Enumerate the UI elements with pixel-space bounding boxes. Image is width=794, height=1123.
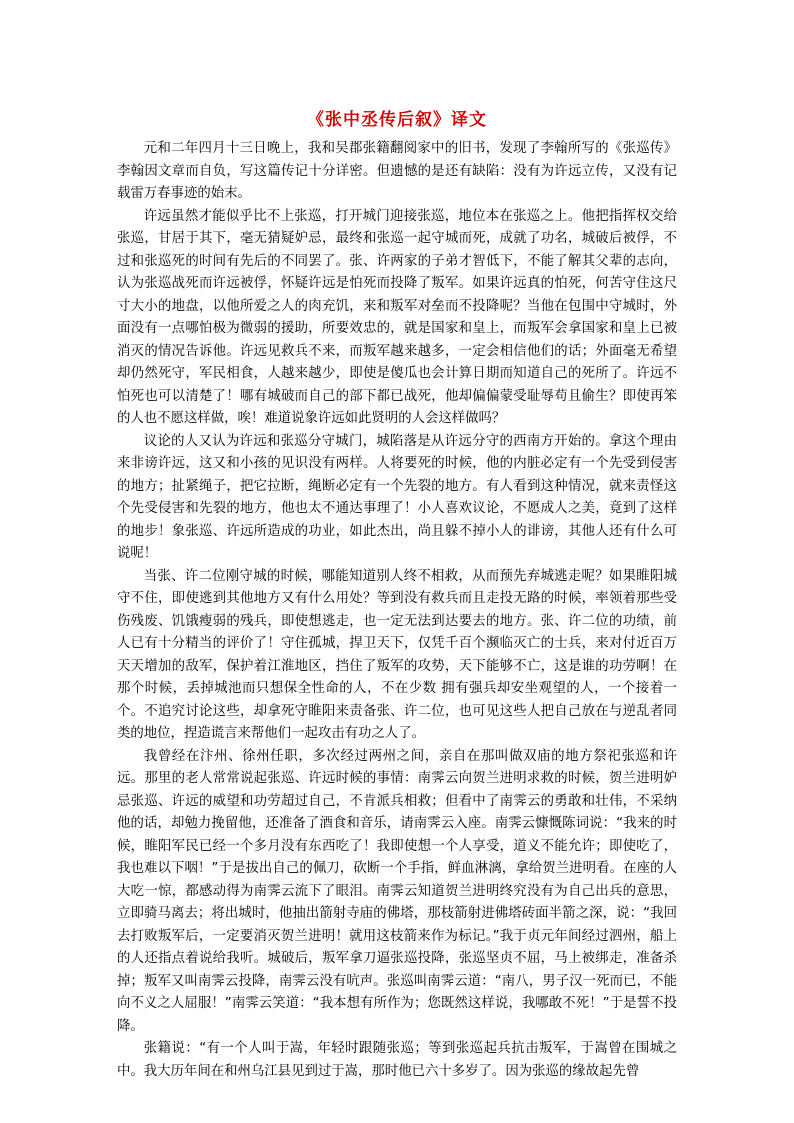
paragraph: 议论的人又认为许远和张巡分守城门，城陷落是从许远分守的西南方开始的。拿这个理由来非谤许远，这又和小孩的见识没有两样。人将要死的时候，他的内脏必定有一个先受到侵害的地方；扯紧绳子，把它拉断，绳断必定有一个先裂的地方。有人看到这种情况，就来责怪这个先受侵害和先裂的地方，他也太不通达事理了！小人喜欢议论，不愿成人之美，竟到了这样的地步！象张巡、许远所造成的功业，如此杰出，尚且躲不掉小人的诽谤，其他人还有什么可说呢！ (117, 433, 677, 561)
paragraph: 许远虽然才能似乎比不上张巡，打开城门迎接张巡，地位本在张巡之上。他把指挥权交给张巡，甘居于其下，毫无猜疑妒忌，最终和张巡一起守城而死，成就了功名，城破后被俘，不过和张巡死的时间有先后的不同罢了。张、许两家的子弟才智低下，不能了解其父辈的志向，认为张巡战死而许远被俘，怀疑许远是怕死而投降了叛军。如果许远真的怕死，何苦守住这尺寸大小的地盘，以他所爱之人的肉充饥，来和叛军对垒而不投降呢？当他在包围中守城时，外面没有一点哪怕极为微弱的援助，所要效忠的，就是国家和皇上，而叛军会拿国家和皇上已被消灭的情况告诉他。许远见救兵不来，而叛军越来越多，一定会相信他们的话；外面毫无希望却仍然死守，军民相食，人越来越少，即使是傻瓜也会计算日期而知道自己的死所了。许远不怕死也可以清楚了！哪有城破而自己的部下都已战死，他却偏偏蒙受耻辱苟且偷生？即使再笨的人也不愿这样做，唉！难道说象许远如此贤明的人会这样做吗？ (117, 208, 677, 426)
paragraph: 张籍说：“有一个人叫于嵩，年轻时跟随张巡；等到张巡起兵抗击叛军，于嵩曾在围城之中。我大历年间在和州乌江县见到过于嵩，那时他已六十多岁了。因为张巡的缘故起先曾 (117, 1041, 677, 1079)
paragraph: 我曾经在汴州、徐州任职，多次经过两州之间，亲自在那叫做双庙的地方祭祀张巡和许远。那里的老人常常说起张巡、许远时候的事情：南霁云向贺兰进明求救的时候，贺兰进明妒忌张巡、许远的威望和功劳超过自己，不肯派兵相救；但看中了南霁云的勇敢和壮伟，不采纳他的话，却勉力挽留他，还准备了酒食和音乐，请南霁云入座。南霁云慷慨陈词说：“我来的时候，睢阳军民已经一个多月没有东西吃了！我即使想一个人享受，道义不能允许；即使吃了，我也难以下咽！”于是拔出自己的佩刀，砍断一个手指，鲜血淋漓，拿给贺兰进明看。在座的人大吃一惊，都感动得为南霁云流下了眼泪。南霁云知道贺兰进明终究没有为自己出兵的意思，立即骑马离去；将出城时，他抽出箭射寺庙的佛塔，那枝箭射进佛塔砖面半箭之深，说：“我回去打败叛军后，一定要消灭贺兰进明！就用这枝箭来作为标记。”我于贞元年间经过泗州，船上的人还指点着说给我听。城破后，叛军拿刀逼张巡投降，张巡坚贞不屈，马上被绑走，准备杀掉；叛军又叫南霁云投降，南霁云没有吭声。张巡叫南霁云道：“南八，男子汉一死而已，不能向不义之人屈服！”南霁云笑道：“我本想有所作为；您既然这样说，我哪敢不死！”于是誓不投降。 (117, 748, 677, 1034)
paragraph: 元和二年四月十三日晚上，我和吴郡张籍翻阅家中的旧书，发现了李翰所写的《张巡传》李翰因文章而自负，写这篇传记十分详密。但遗憾的是还有缺陷：没有为许远立传，又没有记载雷万春事迹的始末。 (117, 141, 677, 201)
paragraph: 当张、许二位刚守城的时候，哪能知道别人终不相救，从而预先弃城逃走呢？如果睢阳城守不住，即使逃到其他地方又有什么用处？等到没有救兵而且走投无路的时候，率领着那些受伤残废、饥饿瘦弱的残兵，即使想逃走，也一定无法到达要去的地方。张、许二位的功绩，前人已有十分精当的评价了！守住孤城，捍卫天下，仅凭千百个濒临灭亡的士兵，来对付近百万天天增加的敌军，保护着江淮地区，挡住了叛军的攻势，天下能够不亡，这是谁的功劳啊！在那个时候，丢掉城池而只想保全性命的人，不在少数 拥有强兵却安坐观望的人，一个接着一个。不追究讨论这些，却拿死守睢阳来责备张、许二位，也可见这些人把自己放在与逆乱者同类的地位，捏造谎言来帮他们一起攻击有功之人了。 (117, 568, 677, 741)
document-title: 《张中丞传后叙》译文 (307, 110, 487, 130)
document-body (117, 138, 677, 1083)
